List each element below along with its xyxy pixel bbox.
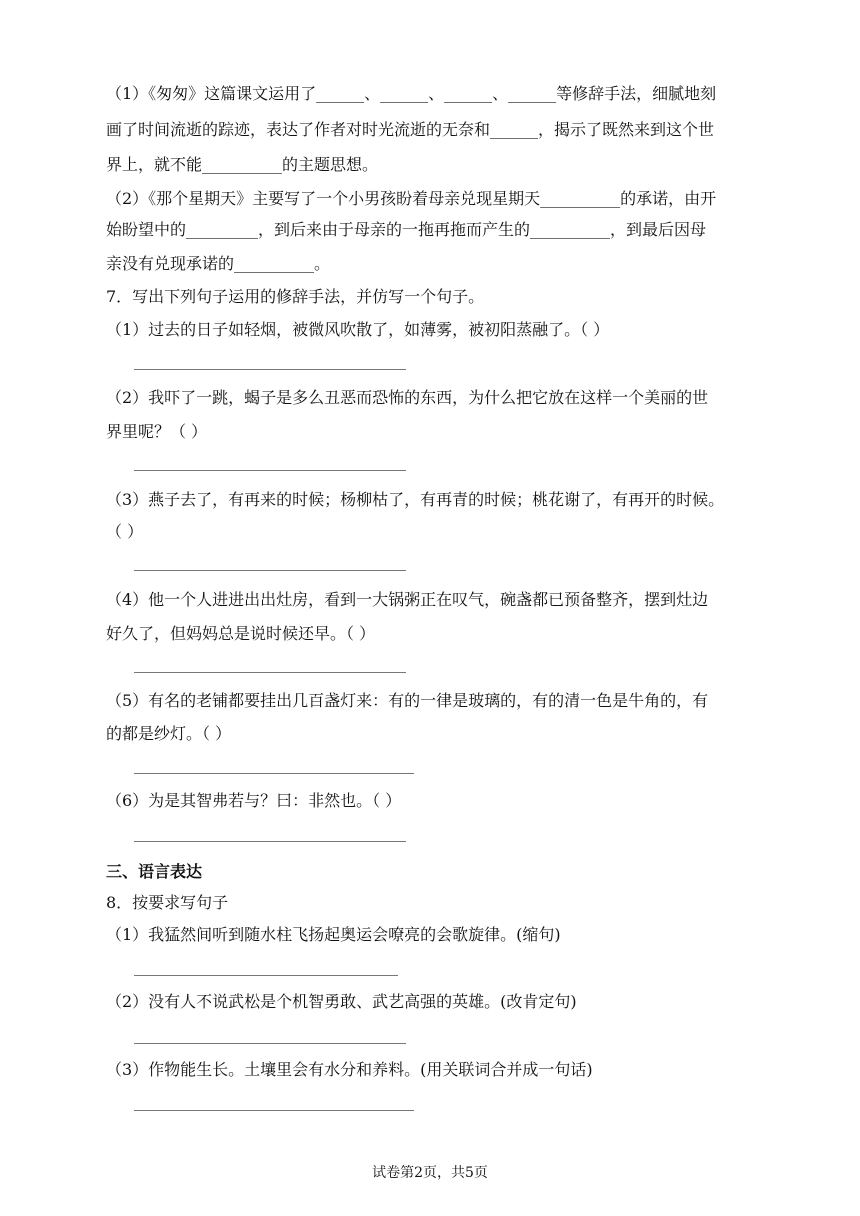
q8-item3: （3）作物能生长。土壤里会有水分和养料。(用关联词合并成一句话) [106, 1060, 593, 1079]
q7-item4-answer-line[interactable] [134, 672, 406, 673]
q7-item6-answer-line[interactable] [134, 841, 406, 842]
q6-part2-line3: 亲没有兑现承诺的__________。 [106, 254, 331, 273]
q8-title: 8．按要求写句子 [106, 893, 229, 912]
q8-item2: （2）没有人不说武松是个机智勇敢、武艺高强的英雄。(改肯定句) [106, 992, 577, 1011]
q7-item3-answer-line[interactable] [134, 570, 406, 571]
page-footer: 试卷第2页，共5页 [372, 1165, 488, 1181]
q8-item2-answer-line[interactable] [134, 1043, 406, 1044]
q7-item3-line2: （ ） [106, 522, 144, 541]
q7-item1-answer-line[interactable] [134, 369, 406, 370]
q6-part1-line3: 界上，就不能__________的主题思想。 [106, 155, 379, 174]
q8-item1: （1）我猛然间听到随水柱飞扬起奥运会嘹亮的会歌旋律。(缩句) [106, 925, 561, 944]
q7-item3-line1: （3）燕子去了，有再来的时候；杨柳枯了，有再青的时候；桃花谢了，有再开的时候。 [106, 490, 725, 509]
q6-part1-line1: （1）《匆匆》这篇课文运用了______、______、______、______等修辞手法，细腻地刻 [106, 84, 717, 103]
q6-part2-line2: 始盼望中的_________，到后来由于母亲的一拖再拖而产生的__________，到最后因母 [106, 220, 707, 239]
q7-item5-line2: 的都是纱灯。（ ） [106, 724, 232, 743]
q7-item1-line1: （1）过去的日子如轻烟，被微风吹散了，如薄雾，被初阳蒸融了。（ ） [106, 320, 610, 339]
q6-part2-line1: （2）《那个星期天》主要写了一个小男孩盼着母亲兑现星期天__________的承诺，由开 [106, 189, 717, 208]
q7-item4-line2: 好久了，但妈妈总是说时候还早。（ ） [106, 624, 376, 643]
q7-item2-line1: （2）我吓了一跳，蝎子是多么丑恶而恐怖的东西，为什么把它放在这样一个美丽的世 [106, 388, 709, 407]
q7-item5-answer-line[interactable] [134, 773, 414, 774]
q8-item3-answer-line[interactable] [134, 1110, 414, 1111]
q7-item5-line1: （5）有名的老铺都要挂出几百盏灯来：有的一律是玻璃的，有的清一色是牛角的，有 [106, 691, 709, 710]
section-heading: 三、语言表达 [106, 862, 203, 881]
q7-title: 7．写出下列句子运用的修辞手法，并仿写一个句子。 [106, 287, 485, 306]
q7-item4-line1: （4）他一个人进进出出灶房，看到一大锅粥正在叹气，碗盏都已预备整齐，摆到灶边 [106, 590, 709, 609]
q7-item6-line1: （6）为是其智弗若与？曰：非然也。（ ） [106, 791, 402, 810]
q7-item2-line2: 界里呢？（ ） [106, 422, 208, 441]
q7-item2-answer-line[interactable] [134, 470, 406, 471]
q8-item1-answer-line[interactable] [134, 975, 398, 976]
q6-part1-line2: 画了时间流逝的踪迹，表达了作者对时光流逝的无奈和______，揭示了既然来到这个世 [106, 120, 715, 139]
